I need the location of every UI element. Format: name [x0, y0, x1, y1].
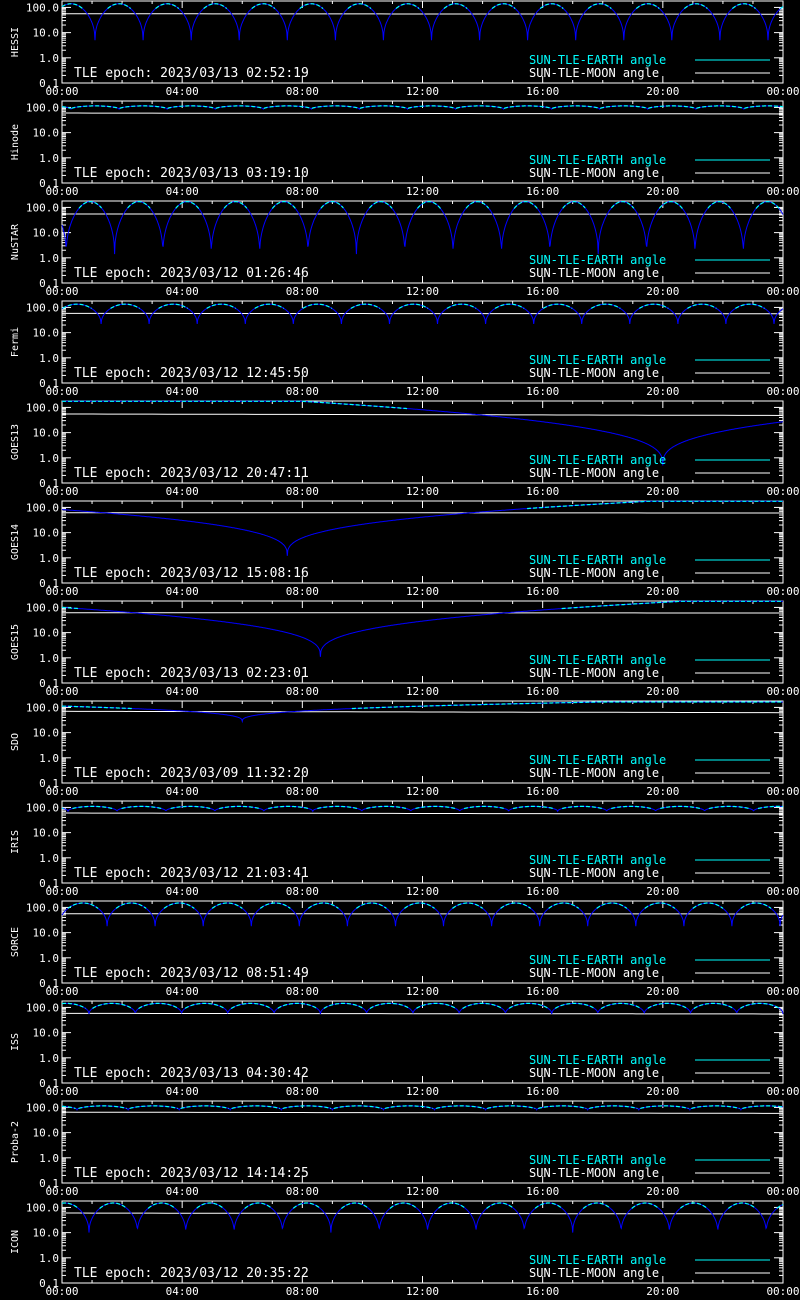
- x-tick-label: 12:00: [405, 685, 440, 698]
- chart-panel-hessi: [10, 1, 800, 98]
- y-tick-label: 10.0: [32, 926, 59, 940]
- sun-tle-earth-series-high: [416, 806, 456, 808]
- x-tick-label: 12:00: [405, 1185, 440, 1198]
- y-tick-label: 1.0: [39, 1051, 59, 1065]
- y-tick-label: 0.1: [39, 277, 59, 290]
- y-tick-label: 10.0: [32, 226, 59, 240]
- x-tick-label: 00:00: [766, 785, 800, 798]
- x-tick-label: 04:00: [165, 185, 199, 198]
- x-tick-label: 00:00: [45, 585, 79, 598]
- y-tick-label: 10.0: [32, 26, 59, 40]
- x-tick-label: 20:00: [646, 1285, 680, 1298]
- x-tick-label: 04:00: [165, 285, 199, 298]
- y-axis-label: GOES13: [10, 423, 21, 461]
- tle-epoch-label: TLE epoch: 2023/03/13 02:52:19: [74, 66, 309, 81]
- y-axis-label: SORCE: [10, 926, 21, 958]
- x-tick-label: 04:00: [165, 1085, 199, 1098]
- sun-tle-earth-series-high: [352, 702, 783, 709]
- x-tick-label: 00:00: [766, 1085, 800, 1098]
- y-tick-label: 0.1: [39, 1077, 59, 1090]
- x-tick-label: 04:00: [165, 885, 199, 898]
- y-tick-label: 0.1: [39, 77, 59, 90]
- y-tick-label: 100.0: [25, 401, 59, 415]
- x-tick-label: 20:00: [646, 385, 680, 398]
- x-tick-label: 00:00: [45, 785, 79, 798]
- y-tick-label: 100.0: [25, 701, 59, 715]
- tle-epoch-label: TLE epoch: 2023/03/12 21:03:41: [74, 866, 309, 881]
- x-tick-label: 12:00: [405, 385, 440, 398]
- x-tick-label: 16:00: [526, 385, 560, 398]
- chart-panel-iris: [10, 801, 800, 898]
- y-tick-label: 10.0: [32, 626, 59, 640]
- sun-tle-earth-series-high: [527, 501, 783, 508]
- x-tick-label: 08:00: [285, 85, 319, 98]
- sun-tle-earth-series-high: [562, 601, 783, 608]
- legend-moon-label: SUN-TLE-MOON angle: [529, 66, 660, 80]
- sun-tle-earth-series: [62, 601, 783, 657]
- tle-epoch-label: TLE epoch: 2023/03/12 08:51:49: [74, 966, 309, 981]
- sun-tle-earth-series: [62, 202, 783, 255]
- y-axis-label: GOES14: [10, 523, 21, 561]
- x-tick-label: 08:00: [285, 685, 319, 698]
- x-tick-label: 12:00: [405, 485, 440, 498]
- y-tick-label: 100.0: [25, 201, 59, 215]
- legend-moon-label: SUN-TLE-MOON angle: [529, 466, 660, 480]
- y-tick-label: 100.0: [25, 1, 59, 15]
- sun-tle-moon-series: [62, 711, 783, 712]
- x-tick-label: 08:00: [285, 385, 319, 398]
- x-tick-label: 00:00: [45, 85, 79, 98]
- legend-earth-label: SUN-TLE-EARTH angle: [529, 453, 667, 467]
- legend-moon-label: SUN-TLE-MOON angle: [529, 666, 660, 680]
- y-tick-label: 1.0: [39, 351, 59, 365]
- y-tick-label: 1.0: [39, 551, 59, 565]
- y-tick-label: 100.0: [25, 1101, 59, 1115]
- x-tick-label: 08:00: [285, 885, 319, 898]
- y-tick-label: 1.0: [39, 51, 59, 65]
- y-tick-label: 0.1: [39, 377, 59, 390]
- y-tick-label: 0.1: [39, 677, 59, 690]
- y-tick-label: 100.0: [25, 1201, 59, 1215]
- x-tick-label: 16:00: [526, 885, 560, 898]
- x-tick-label: 12:00: [405, 285, 440, 298]
- y-tick-label: 0.1: [39, 777, 59, 790]
- sun-tle-moon-series: [62, 1112, 783, 1113]
- chart-panel-hinode: [10, 101, 800, 198]
- tle-epoch-label: TLE epoch: 2023/03/13 03:19:10: [74, 166, 309, 181]
- sun-tle-moon-series: [62, 113, 783, 114]
- chart-panel-fermi: [10, 301, 800, 398]
- tle-epoch-label: TLE epoch: 2023/03/12 20:35:22: [74, 1266, 309, 1281]
- y-tick-label: 10.0: [32, 1126, 59, 1140]
- legend-moon-label: SUN-TLE-MOON angle: [529, 166, 660, 180]
- sun-tle-earth-series: [62, 401, 783, 465]
- x-tick-label: 08:00: [285, 785, 319, 798]
- y-tick-label: 0.1: [39, 577, 59, 590]
- y-tick-label: 1.0: [39, 751, 59, 765]
- y-tick-label: 10.0: [32, 126, 59, 140]
- x-tick-label: 16:00: [526, 585, 560, 598]
- tle-epoch-label: TLE epoch: 2023/03/12 14:14:25: [74, 1166, 309, 1181]
- x-tick-label: 08:00: [285, 285, 319, 298]
- x-tick-label: 00:00: [45, 385, 79, 398]
- legend-earth-label: SUN-TLE-EARTH angle: [529, 153, 667, 167]
- legend-earth-label: SUN-TLE-EARTH angle: [529, 753, 667, 767]
- x-tick-label: 12:00: [405, 985, 440, 998]
- y-tick-label: 1.0: [39, 151, 59, 165]
- x-tick-label: 16:00: [526, 1285, 560, 1298]
- chart-panel-sdo: [10, 701, 800, 798]
- y-tick-label: 100.0: [25, 101, 59, 115]
- y-tick-label: 10.0: [32, 426, 59, 440]
- x-tick-label: 00:00: [766, 485, 800, 498]
- x-tick-label: 12:00: [405, 85, 440, 98]
- legend-moon-label: SUN-TLE-MOON angle: [529, 266, 660, 280]
- x-tick-label: 08:00: [285, 1185, 319, 1198]
- chart-panel-proba-2: [10, 1101, 800, 1198]
- x-tick-label: 16:00: [526, 285, 560, 298]
- x-tick-label: 04:00: [165, 85, 199, 98]
- sun-tle-moon-series: [62, 414, 783, 416]
- sun-tle-earth-series-high: [171, 806, 211, 808]
- sun-tle-earth-series: [62, 4, 783, 41]
- x-tick-label: 20:00: [646, 885, 680, 898]
- x-tick-label: 00:00: [766, 1185, 800, 1198]
- legend-earth-label: SUN-TLE-EARTH angle: [529, 853, 667, 867]
- x-tick-label: 00:00: [45, 685, 79, 698]
- legend-earth-label: SUN-TLE-EARTH angle: [529, 53, 667, 67]
- x-tick-label: 20:00: [646, 485, 680, 498]
- y-tick-label: 10.0: [32, 1226, 59, 1240]
- chart-panel-iss: [10, 1001, 800, 1098]
- x-tick-label: 00:00: [45, 1285, 79, 1298]
- legend-earth-label: SUN-TLE-EARTH angle: [529, 953, 667, 967]
- x-tick-label: 08:00: [285, 185, 319, 198]
- y-tick-label: 0.1: [39, 1177, 59, 1190]
- y-axis-label: ISS: [10, 1032, 21, 1052]
- y-tick-label: 0.1: [39, 177, 59, 190]
- legend-moon-label: SUN-TLE-MOON angle: [529, 366, 660, 380]
- x-tick-label: 12:00: [405, 1285, 440, 1298]
- x-tick-label: 20:00: [646, 585, 680, 598]
- x-tick-label: 16:00: [526, 685, 560, 698]
- y-tick-label: 1.0: [39, 1151, 59, 1165]
- legend-earth-label: SUN-TLE-EARTH angle: [529, 1253, 667, 1267]
- y-axis-label: GOES15: [10, 623, 21, 661]
- legend-moon-label: SUN-TLE-MOON angle: [529, 866, 660, 880]
- sun-tle-earth-series: [62, 501, 783, 556]
- x-tick-label: 00:00: [766, 585, 800, 598]
- y-tick-label: 1.0: [39, 651, 59, 665]
- x-tick-label: 00:00: [766, 85, 800, 98]
- x-tick-label: 04:00: [165, 685, 199, 698]
- sun-tle-moon-series: [62, 1013, 783, 1014]
- tle-epoch-label: TLE epoch: 2023/03/12 01:26:46: [74, 266, 309, 281]
- chart-panel-nustar: [10, 201, 800, 298]
- y-tick-label: 100.0: [25, 601, 59, 615]
- legend-moon-label: SUN-TLE-MOON angle: [529, 966, 660, 980]
- y-axis-label: ICON: [10, 1229, 21, 1255]
- tle-epoch-label: TLE epoch: 2023/03/13 02:23:01: [74, 666, 309, 681]
- y-tick-label: 100.0: [25, 901, 59, 915]
- x-tick-label: 00:00: [45, 185, 79, 198]
- legend-moon-label: SUN-TLE-MOON angle: [529, 1066, 660, 1080]
- x-tick-label: 20:00: [646, 1185, 680, 1198]
- x-tick-label: 00:00: [766, 685, 800, 698]
- x-tick-label: 12:00: [405, 885, 440, 898]
- x-tick-label: 00:00: [766, 985, 800, 998]
- y-tick-label: 10.0: [32, 526, 59, 540]
- y-tick-label: 0.1: [39, 477, 59, 490]
- chart-panel-icon: [10, 1201, 800, 1298]
- chart-panel-goes13: [10, 401, 800, 498]
- x-tick-label: 00:00: [766, 1285, 800, 1298]
- x-tick-label: 16:00: [526, 85, 560, 98]
- x-tick-label: 00:00: [766, 385, 800, 398]
- x-tick-label: 12:00: [405, 185, 440, 198]
- y-axis-label: Proba-2: [10, 1120, 21, 1164]
- legend-earth-label: SUN-TLE-EARTH angle: [529, 353, 667, 367]
- x-tick-label: 08:00: [285, 1085, 319, 1098]
- x-tick-label: 00:00: [45, 1185, 79, 1198]
- x-tick-label: 20:00: [646, 985, 680, 998]
- x-tick-label: 16:00: [526, 185, 560, 198]
- y-axis-label: SDO: [10, 732, 21, 752]
- y-tick-label: 1.0: [39, 951, 59, 965]
- x-tick-label: 04:00: [165, 985, 199, 998]
- y-tick-label: 1.0: [39, 451, 59, 465]
- legend-moon-label: SUN-TLE-MOON angle: [529, 1166, 660, 1180]
- x-tick-label: 00:00: [45, 1085, 79, 1098]
- x-tick-label: 12:00: [405, 785, 440, 798]
- legend-earth-label: SUN-TLE-EARTH angle: [529, 1053, 667, 1067]
- y-axis-label: NuSTAR: [10, 223, 21, 261]
- x-tick-label: 16:00: [526, 1185, 560, 1198]
- y-tick-label: 1.0: [39, 851, 59, 865]
- y-axis-label: HESSI: [10, 26, 21, 58]
- x-tick-label: 20:00: [646, 785, 680, 798]
- legend-earth-label: SUN-TLE-EARTH angle: [529, 653, 667, 667]
- x-tick-label: 00:00: [766, 285, 800, 298]
- x-tick-label: 00:00: [45, 285, 79, 298]
- y-axis-label: IRIS: [10, 829, 21, 855]
- tle-epoch-label: TLE epoch: 2023/03/12 20:47:11: [74, 466, 309, 481]
- x-tick-label: 20:00: [646, 85, 680, 98]
- y-tick-label: 10.0: [32, 1026, 59, 1040]
- tle-epoch-label: TLE epoch: 2023/03/13 04:30:42: [74, 1066, 309, 1081]
- x-tick-label: 00:00: [45, 485, 79, 498]
- legend-earth-label: SUN-TLE-EARTH angle: [529, 553, 667, 567]
- x-tick-label: 00:00: [45, 985, 79, 998]
- y-tick-label: 100.0: [25, 1001, 59, 1015]
- y-tick-label: 0.1: [39, 1277, 59, 1290]
- x-tick-label: 12:00: [405, 585, 440, 598]
- y-tick-label: 100.0: [25, 801, 59, 815]
- tle-epoch-label: TLE epoch: 2023/03/09 11:32:20: [74, 766, 309, 781]
- x-tick-label: 16:00: [526, 1085, 560, 1098]
- x-tick-label: 04:00: [165, 585, 199, 598]
- x-tick-label: 08:00: [285, 1285, 319, 1298]
- y-tick-label: 0.1: [39, 977, 59, 990]
- chart-panel-sorce: [10, 901, 800, 998]
- legend-moon-label: SUN-TLE-MOON angle: [529, 1266, 660, 1280]
- x-tick-label: 20:00: [646, 185, 680, 198]
- x-tick-label: 16:00: [526, 985, 560, 998]
- legend-earth-label: SUN-TLE-EARTH angle: [529, 1153, 667, 1167]
- x-tick-label: 04:00: [165, 1285, 199, 1298]
- legend-moon-label: SUN-TLE-MOON angle: [529, 766, 660, 780]
- chart-panel-goes15: [10, 601, 800, 698]
- chart-panel-goes14: [10, 501, 800, 598]
- x-tick-label: 00:00: [766, 885, 800, 898]
- x-tick-label: 04:00: [165, 385, 199, 398]
- legend-earth-label: SUN-TLE-EARTH angle: [529, 253, 667, 267]
- legend-moon-label: SUN-TLE-MOON angle: [529, 566, 660, 580]
- y-tick-label: 10.0: [32, 826, 59, 840]
- y-tick-label: 1.0: [39, 1251, 59, 1265]
- x-tick-label: 20:00: [646, 685, 680, 698]
- y-tick-label: 100.0: [25, 301, 59, 315]
- x-tick-label: 16:00: [526, 485, 560, 498]
- x-tick-label: 20:00: [646, 1085, 680, 1098]
- x-tick-label: 00:00: [766, 185, 800, 198]
- x-tick-label: 04:00: [165, 485, 199, 498]
- x-tick-label: 16:00: [526, 785, 560, 798]
- x-tick-label: 08:00: [285, 585, 319, 598]
- y-tick-label: 1.0: [39, 251, 59, 265]
- y-tick-label: 0.1: [39, 877, 59, 890]
- y-tick-label: 10.0: [32, 326, 59, 340]
- x-tick-label: 08:00: [285, 985, 319, 998]
- x-tick-label: 12:00: [405, 1085, 440, 1098]
- x-tick-label: 08:00: [285, 485, 319, 498]
- x-tick-label: 04:00: [165, 1185, 199, 1198]
- tle-epoch-label: TLE epoch: 2023/03/12 15:08:16: [74, 566, 309, 581]
- y-axis-label: Hinode: [10, 123, 21, 161]
- y-tick-label: 100.0: [25, 501, 59, 515]
- x-tick-label: 20:00: [646, 285, 680, 298]
- x-tick-label: 00:00: [45, 885, 79, 898]
- sun-tle-moon-series: [62, 813, 783, 814]
- tle-epoch-label: TLE epoch: 2023/03/12 12:45:50: [74, 366, 309, 381]
- y-tick-label: 10.0: [32, 726, 59, 740]
- y-axis-label: Fermi: [10, 326, 21, 358]
- x-tick-label: 04:00: [165, 785, 199, 798]
